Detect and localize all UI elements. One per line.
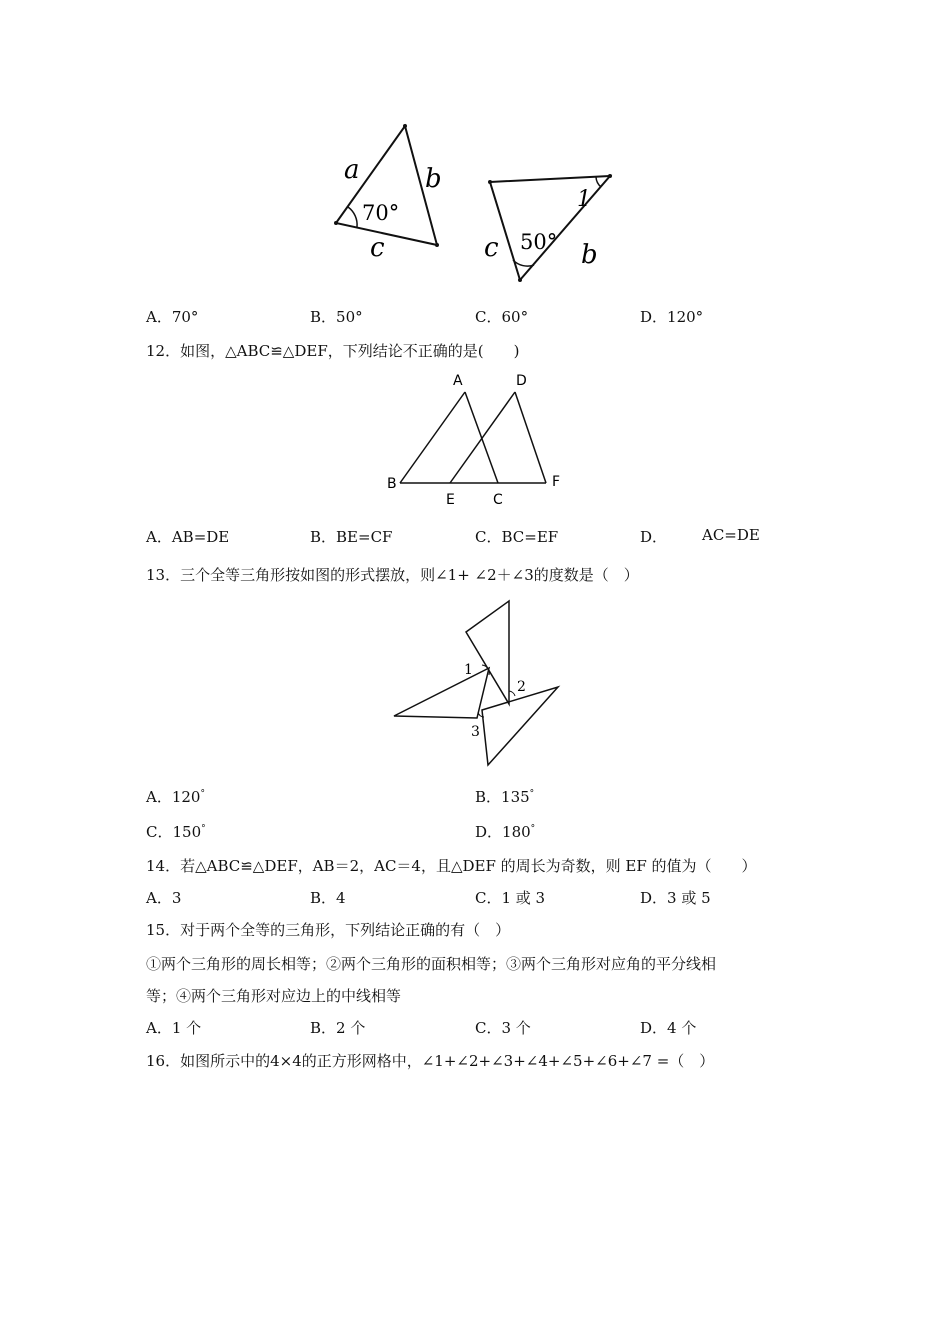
q13-figure — [385, 595, 575, 775]
q15-statement-line2: 等；④两个三角形对应边上的中线相等 — [146, 987, 402, 1005]
q13-option-b[interactable]: B．135° — [475, 788, 535, 806]
q13-option-c[interactable]: C．150° — [146, 823, 206, 841]
q12-option-b[interactable]: B．BE=CF — [310, 528, 393, 546]
q15-option-c[interactable]: C．3 个 — [475, 1019, 531, 1037]
q14-option-b[interactable]: B．4 — [310, 889, 346, 907]
q11-label-c: c — [370, 233, 385, 263]
q15-option-d[interactable]: D．4 个 — [640, 1019, 697, 1037]
q12-label-F: F — [552, 474, 561, 490]
q11-label-c2: c — [484, 233, 499, 263]
q13-option-a[interactable]: A．120° — [146, 788, 205, 806]
q15-stem: 15．对于两个全等的三角形，下列结论正确的有（ ） — [146, 921, 511, 939]
q12-option-d[interactable]: D． — [640, 528, 668, 546]
q11-label-b: b — [425, 164, 442, 194]
q12-option-c[interactable]: C．BC=EF — [475, 528, 559, 546]
q11-left-triangle — [336, 126, 437, 245]
q14-option-a[interactable]: A．3 — [146, 889, 182, 907]
q14-option-d[interactable]: D．3 或 5 — [640, 889, 711, 907]
q12-option-a[interactable]: A．AB=DE — [146, 528, 230, 546]
q14-stem: 14．若△ABC≌△DEF，AB＝2，AC＝4，且△DEF 的周长为奇数，则 EF 的值为（ ） — [146, 857, 757, 875]
q13-label-1: 1 — [464, 662, 473, 678]
q16-stem: 16．如图所示中的4×4的正方形网格中，∠1+∠2+∠3+∠4+∠5+∠6+∠7 =（ ） — [146, 1052, 715, 1070]
q12-label-B: B — [387, 476, 397, 492]
q12-stem: 12．如图，△ABC≌△DEF，下列结论不正确的是( ) — [146, 342, 520, 360]
q11-label-70: 70° — [362, 201, 400, 225]
q13-stem: 13．三个全等三角形按如图的形式摆放，则∠1+ ∠2＋∠3的度数是（ ） — [146, 566, 639, 584]
q11-option-d[interactable]: D．120° — [640, 308, 704, 326]
q12-option-d-text[interactable]: AC=DE — [702, 526, 760, 544]
q11-label-b2: b — [581, 240, 598, 270]
q12-figure — [380, 368, 580, 508]
q13-option-d[interactable]: D．180° — [475, 823, 536, 841]
q14-option-c[interactable]: C．1 或 3 — [475, 889, 546, 907]
q11-label-1: 1 — [577, 187, 591, 212]
q12-label-D: D — [516, 373, 527, 389]
q12-label-A: A — [453, 373, 463, 389]
q11-label-a: a — [344, 155, 360, 185]
q11-label-50: 50° — [520, 230, 558, 254]
q15-option-a[interactable]: A．1 个 — [146, 1019, 202, 1037]
q13-label-2: 2 — [517, 679, 526, 695]
q13-label-3: 3 — [471, 724, 480, 740]
q11-figure — [320, 110, 640, 290]
q15-statement-line1: ①两个三角形的周长相等；②两个三角形的面积相等；③两个三角形对应角的平分线相 — [146, 955, 717, 973]
q11-option-b[interactable]: B．50° — [310, 308, 363, 326]
q11-option-a[interactable]: A．70° — [146, 308, 199, 326]
q12-label-C: C — [493, 492, 503, 508]
q11-option-c[interactable]: C．60° — [475, 308, 529, 326]
q12-label-E: E — [446, 492, 455, 508]
q15-option-b[interactable]: B．2 个 — [310, 1019, 366, 1037]
